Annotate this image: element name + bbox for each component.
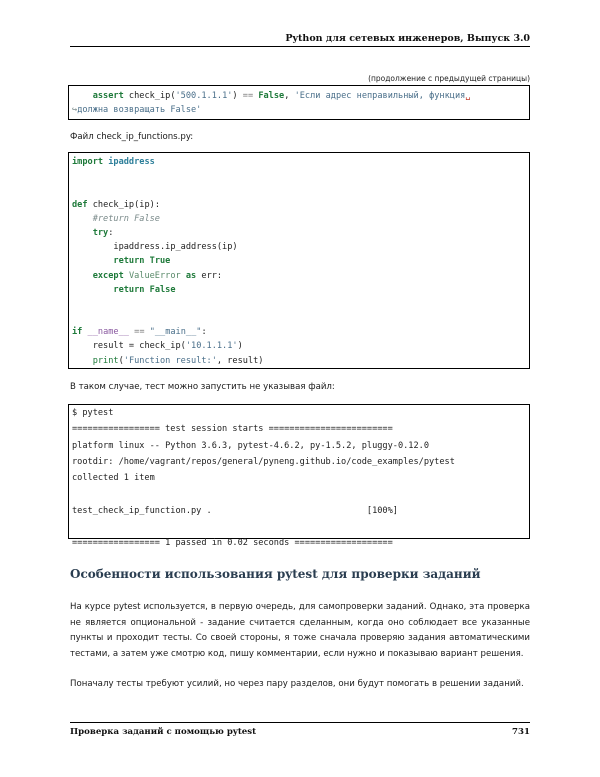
code-line: try: bbox=[92, 227, 114, 238]
terminal-line: platform linux -- Python 3.6.3, pytest-4.6.2, py-1.5.2, pluggy-0.12.0 bbox=[72, 440, 429, 451]
terminal-line: test_check_ip_function.py . [100%] bbox=[72, 505, 398, 516]
code-line: #return False bbox=[92, 213, 160, 224]
page-number: 731 bbox=[512, 727, 530, 737]
code-line: def check_ip(ip): bbox=[72, 199, 160, 210]
running-header-title: Python для сетевых инженеров, Выпуск 3.0 bbox=[285, 33, 530, 44]
section-paragraph-2: Поначалу тесты требуют усилий, но через пару разделов, они будут помогать в решении заданий. bbox=[70, 679, 524, 689]
terminal-output-block bbox=[68, 404, 530, 549]
code-line: ipaddress.ip_address(ip) bbox=[113, 242, 238, 253]
file-label: Файл check_ip_functions.py: bbox=[70, 132, 194, 142]
continuation-arrow-icon: ↪ bbox=[72, 105, 78, 116]
code-line: ↪должна возвращать False' bbox=[72, 105, 202, 116]
terminal-line bbox=[72, 486, 526, 502]
terminal-line bbox=[72, 519, 526, 535]
code-line: return True bbox=[113, 256, 171, 267]
terminal-line: collected 1 item bbox=[72, 473, 155, 484]
code-block-assert bbox=[68, 85, 530, 120]
code-line: result = check_ip('10.1.1.1') bbox=[92, 341, 243, 352]
code-line: import ipaddress bbox=[72, 157, 155, 167]
header-rule bbox=[70, 46, 530, 47]
code-line: return False bbox=[113, 284, 176, 295]
code-line: print('Function result:', result) bbox=[92, 355, 264, 366]
section-paragraph-1: На курсе pytest используется, в первую очередь, для самопроверки заданий. Однако, эта проверка не является опциональной - задание считается сделанным, когда оно соблюдает все указанные пункты и проходит тесты. Со своей стороны, я тоже сначала проверяю задания автоматическими тестами, а затем уже смотрю код, пишу комментарии, если нужно и показываю вариант решения. bbox=[70, 602, 530, 659]
code-line: assert check_ip('500.1.1.1') == False, 'Если адрес неправильный, функция␣ bbox=[92, 91, 471, 101]
code-line: if __name__ == "__main__": bbox=[72, 327, 207, 338]
section-heading: Особенности использования pytest для проверки заданий bbox=[70, 567, 481, 581]
footer-rule bbox=[70, 722, 530, 723]
continued-from-previous-page-note: (продолжение с предыдущей страницы) bbox=[368, 74, 530, 83]
intro-text: В таком случае, тест можно запустить не указывая файл: bbox=[70, 382, 335, 392]
terminal-line: $ pytest bbox=[72, 408, 114, 418]
terminal-line: rootdir: /home/vagrant/repos/general/pyneng.github.io/code_examples/pytest bbox=[72, 456, 455, 467]
terminal-line: ================= 1 passed in 0.02 seconds =================== bbox=[72, 538, 393, 549]
code-line: except ValueError as err: bbox=[92, 270, 223, 281]
line-wrap-icon: ␣ bbox=[465, 91, 471, 101]
code-block-check-ip-functions bbox=[68, 152, 530, 369]
terminal-line: ================= test session starts ======================== bbox=[72, 424, 393, 435]
footer-chapter-title: Проверка заданий с помощью pytest bbox=[70, 727, 257, 737]
